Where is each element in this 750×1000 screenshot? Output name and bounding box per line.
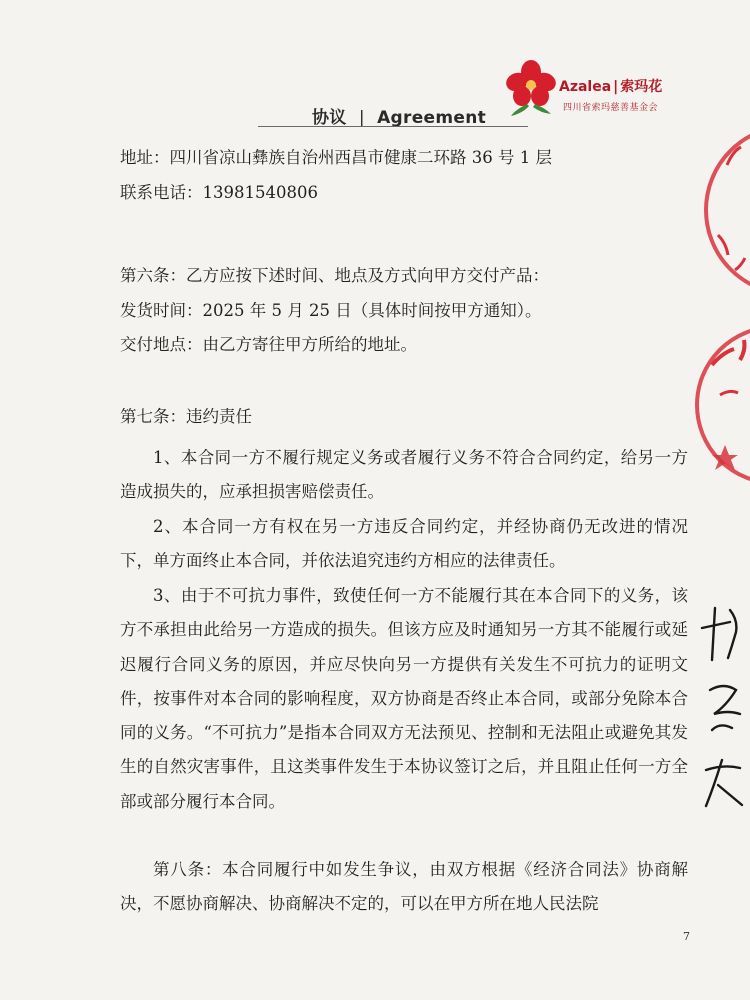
logo-brand-en: Azalea xyxy=(559,79,612,95)
article6-title: 第六条：乙方应按下述时间、地点及方式向甲方交付产品： xyxy=(120,266,549,285)
article7-title: 第七条：违约责任 xyxy=(120,407,252,426)
header-title xyxy=(312,103,486,128)
header-divider xyxy=(258,126,528,127)
logo-org-name: 四川省索玛慈善基金会 xyxy=(563,103,659,113)
header-title-separator: | xyxy=(358,108,365,128)
page-number: 7 xyxy=(683,930,690,943)
foundation-logo xyxy=(505,58,685,118)
logo-brand-separator: | xyxy=(613,79,619,95)
seal-top-right xyxy=(706,126,750,294)
article6-delivery-place: 交付地点：由乙方寄往甲方所给的地址。 xyxy=(120,335,417,354)
logo-brand xyxy=(559,75,675,99)
header-title-cn: 协议 xyxy=(312,108,347,128)
article8-text: 第八条：本合同履行中如发生争议，由双方根据《经济合同法》协商解决，不愿协商解决、协商解决不定的，可以在甲方所在地人民法院 xyxy=(120,860,688,914)
contact-address: 地址：四川省凉山彝族自治州西昌市健康二环路 36 号 1 层 xyxy=(120,148,552,167)
seal-mid-right xyxy=(697,327,750,483)
article7-clause3: 3、由于不可抗力事件，致使任何一方不能履行其在本合同下的义务，该方不承担由此给另一方造成的损失。但该方应及时通知另一方其不能履行或延迟履行合同义务的原因，并应尽快向另一方提供有关发生不可抗力的证明文件，按事件对本合同的影响程度，双方协商是否终止本合同，或部分免除本合同的义务。“不可抗力”是指本合同双方无法预见、控制和无法阻止或避免其发生的自然灾害事件，且这类事件发生于本协议签订之后，并且阻止任何一方全部或部分履行本合同。 xyxy=(120,586,688,811)
contact-phone: 联系电话：13981540806 xyxy=(120,183,318,202)
article7-clause2: 2、本合同一方有权在另一方违反合同约定，并经协商仍无改进的情况下，单方面终止本合同，并依法追究违约方相应的法律责任。 xyxy=(120,517,688,571)
article7-clause1: 1、本合同一方不履行规定义务或者履行义务不符合合同约定，给另一方造成损失的，应承担损害赔偿责任。 xyxy=(120,448,688,502)
azalea-flower-icon xyxy=(505,58,557,118)
logo-brand-cn: 索玛花 xyxy=(620,79,663,95)
header-title-en: Agreement xyxy=(377,108,487,128)
article6-ship-time: 发货时间：2025 年 5 月 25 日（具体时间按甲方通知）。 xyxy=(120,301,542,320)
